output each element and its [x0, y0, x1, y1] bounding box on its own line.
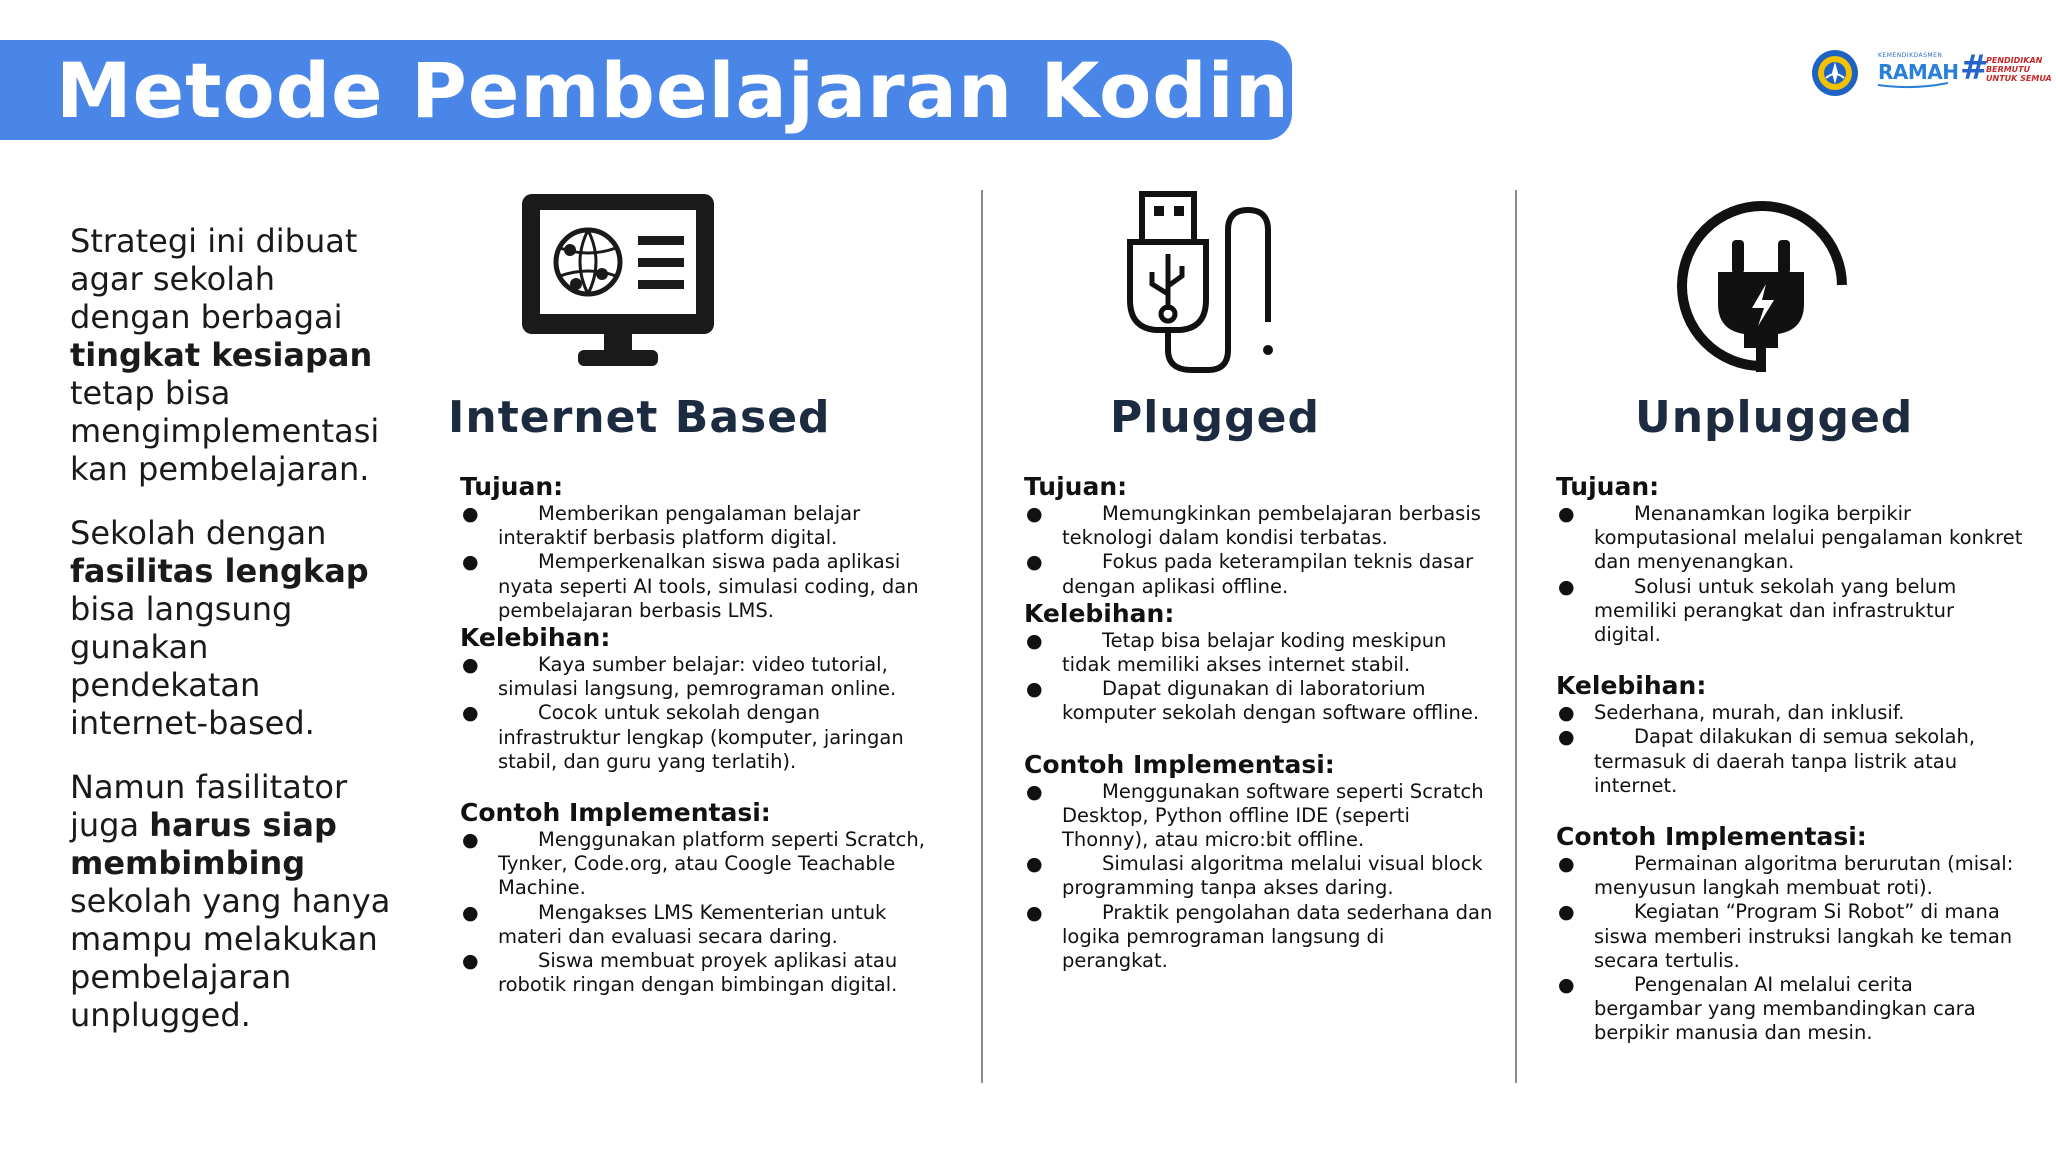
page-title: Metode Pembelajaran Koding-K [56, 46, 1438, 135]
list-item: ● Dapat dilakukan di semua sekolah, termasuk di daerah tanpa listrik atau internet. [1558, 725, 1976, 797]
list-item: ● Tetap bisa belajar koding meskipun tidak memiliki akses internet stabil. [1026, 628, 1447, 677]
contoh-list [460, 828, 940, 997]
list-item: ● Kaya sumber belajar: video tutorial, simulasi langsung, pemrograman online. [462, 653, 897, 701]
column-divider [1515, 190, 1517, 1083]
contoh-heading: Contoh Implementasi: [460, 798, 771, 828]
kelebihan-list [1024, 629, 1494, 726]
tujuan-heading: Tujuan: [460, 472, 564, 501]
kelebihan-heading: Kelebihan: [1024, 598, 1175, 628]
usb-cable-icon [1120, 190, 1300, 376]
list-item: ● Memberikan pengalaman belajar interaktif berbasis platform digital. [462, 502, 861, 550]
tujuan-list [1556, 502, 2026, 647]
list-item: ● Menggunakan software seperti Scratch Desktop, Python offline IDE (seperti Thonny), atau micro:bit offline. [1026, 779, 1484, 852]
tujuan-heading: Tujuan: [1556, 472, 1660, 501]
kelebihan-heading: Kelebihan: [1556, 671, 1707, 701]
tujuan-heading: Tujuan: [1024, 472, 1128, 501]
list-item: ● Pengenalan AI melalui cerita bergambar yang membandingkan cara berpikir manusia dan mesin. [1558, 973, 1976, 1045]
list-item: ● Memungkinkan pembelajaran berbasis teknologi dalam kondisi terbatas. [1026, 502, 1481, 550]
unplugged-details [1556, 472, 2026, 1046]
intro-text [70, 222, 400, 1060]
list-item: ● Solusi untuk sekolah yang belum memiliki perangkat dan infrastruktur digital. [1558, 574, 1957, 647]
list-item: ● Menanamkan logika berpikir komputasional melalui pengalaman konkret dan menyenangkan. [1558, 502, 2023, 574]
list-item: ● Siswa membuat proyek aplikasi atau robotik ringan dengan bimbingan digital. [462, 949, 898, 997]
column-title-plugged: Plugged [1110, 392, 1320, 443]
contoh-heading: Contoh Implementasi: [1024, 749, 1335, 779]
monitor-globe-icon [520, 192, 716, 372]
contoh-list [1024, 780, 1494, 974]
list-item: ● Memperkenalkan siswa pada aplikasi nyata seperti AI tools, simulasi coding, dan pembelajaran berbasis LMS. [462, 550, 919, 622]
plugged-details [1024, 472, 1494, 973]
list-item: ● Simulasi algoritma melalui visual block programming tanpa akses daring. [1026, 852, 1483, 900]
intro-paragraph-1: Strategi ini dibuat agar sekolah dengan berbagai tingkat kesiapan tetap bisa mengimplementasi kan pembelajaran. [70, 222, 380, 488]
contoh-list [1556, 852, 2026, 1046]
kelebihan-list [1556, 701, 2026, 798]
list-item: ● Menggunakan platform seperti Scratch, Tynker, Code.org, atau Coogle Teachable Machine. [462, 828, 925, 900]
list-item: ● Praktik pengolahan data sederhana dan logika pemrograman langsung di perangkat. [1026, 900, 1493, 973]
contoh-heading: Contoh Implementasi: [1556, 822, 1867, 852]
column-divider [981, 190, 983, 1083]
ramah-logo: KEMENDIKDASMEN RAMAH [1874, 48, 1952, 92]
tujuan-list [460, 502, 940, 623]
list-item: ● Kegiatan “Program Si Robot” di mana siswa memberi instruksi langkah ke teman secara tertulis. [1558, 900, 2013, 972]
kelebihan-heading: Kelebihan: [460, 623, 611, 653]
kelebihan-list [460, 653, 940, 774]
power-plug-icon [1672, 196, 1850, 374]
tut-wuri-handayani-logo [1810, 48, 1860, 98]
intro-paragraph-3: Namun fasilitator juga harus siap membimbing sekolah yang hanya mampu melakukan pembelajaran unplugged. [70, 768, 391, 1034]
list-item: ● Sederhana, murah, dan inklusif. [1558, 701, 1905, 725]
intro-paragraph-2: Sekolah dengan fasilitas lengkap bisa langsung gunakan pendekatan internet-based. [70, 514, 369, 742]
list-item: ● Fokus pada keterampilan teknis dasar dengan aplikasi offline. [1026, 550, 1474, 598]
list-item: ● Permainan algoritma berurutan (misal: menyusun langkah membuat roti). [1558, 852, 2014, 900]
column-title-internet-based: Internet Based [448, 392, 831, 443]
pendidikan-bermutu-logo: # PENDIDIKAN BERMUTU UNTUK SEMUA [1960, 48, 2052, 88]
list-item: ● Dapat digunakan di laboratorium komputer sekolah dengan software offline. [1026, 677, 1480, 725]
list-item: ● Cocok untuk sekolah dengan infrastruktur lengkap (komputer, jaringan stabil, dan guru yang terlatih). [462, 701, 904, 773]
list-item: ● Mengakses LMS Kementerian untuk materi dan evaluasi secara daring. [462, 900, 887, 948]
tujuan-list [1024, 502, 1494, 599]
title-banner [0, 40, 1438, 140]
column-title-unplugged: Unplugged [1635, 392, 1914, 443]
internet-based-details [460, 472, 940, 997]
